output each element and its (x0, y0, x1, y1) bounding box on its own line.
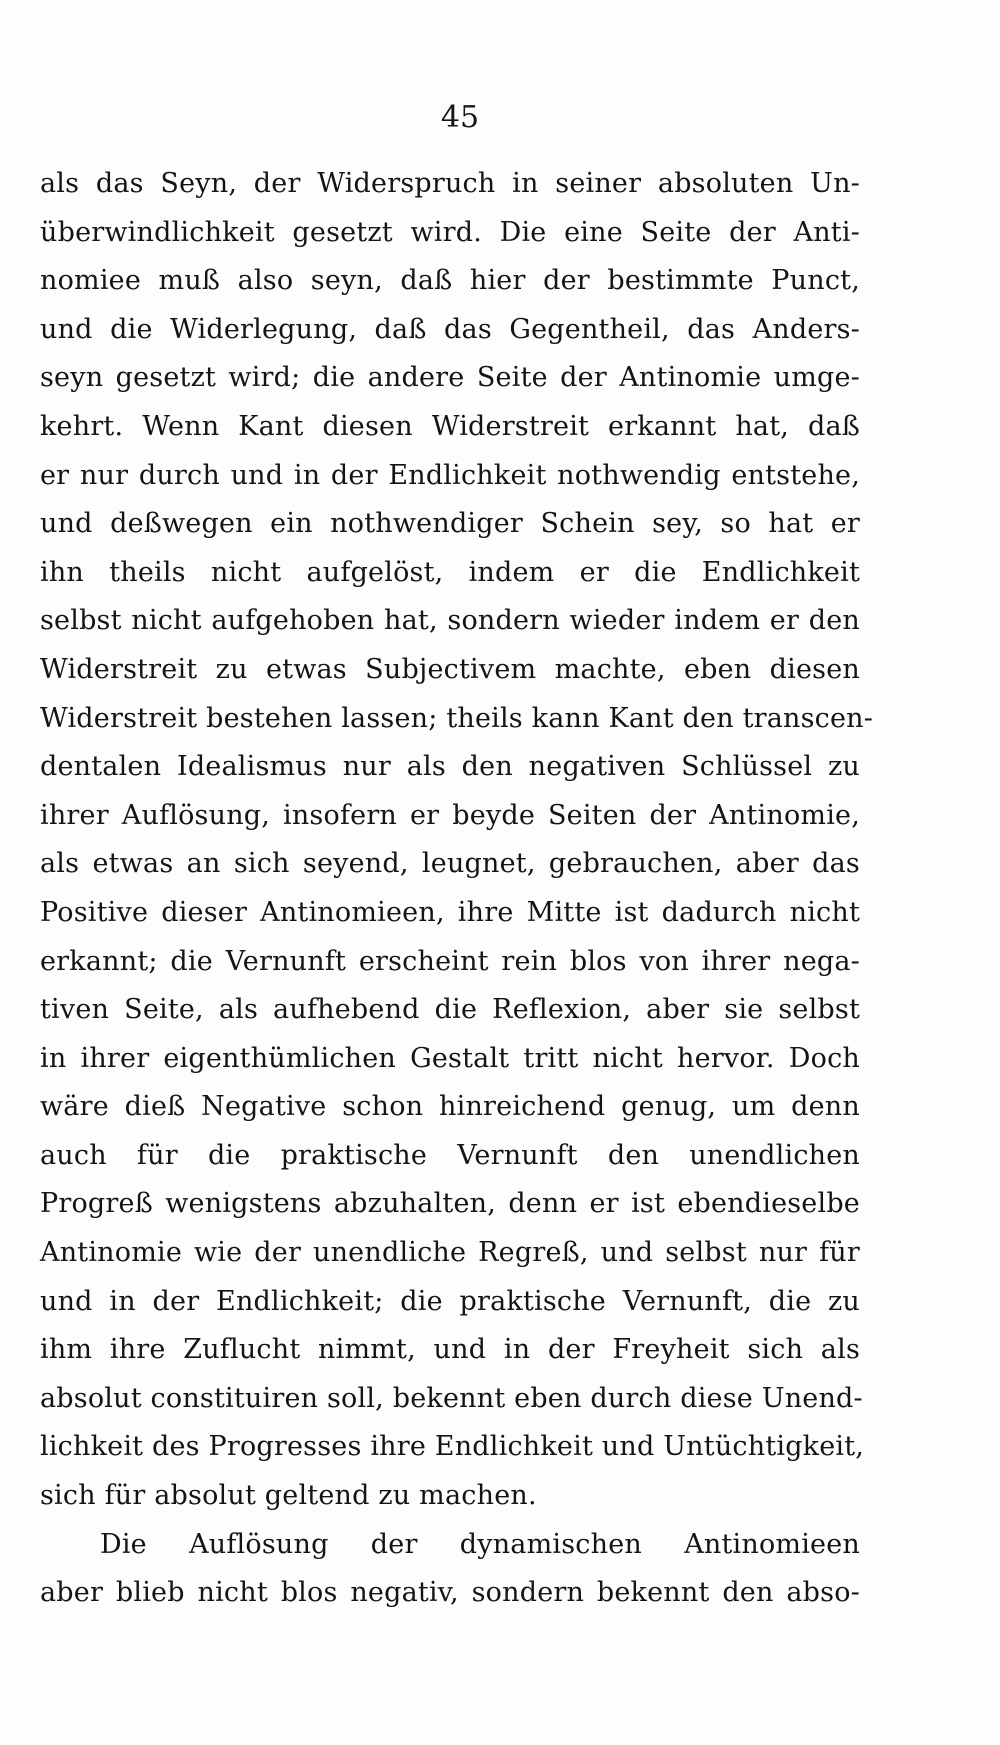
text-line: nomiee muß also seyn, daß hier der bestimmte Punct, (40, 265, 860, 297)
text-line: dentalen Idealismus nur als den negativen Schlüssel zu (40, 751, 860, 783)
text-line: erkannt; die Vernunft erscheint rein blos von ihrer nega- (40, 945, 860, 977)
text-line: und deßwegen ein nothwendiger Schein sey, so hat er (40, 508, 860, 540)
paragraph-1 (40, 160, 874, 1521)
text-line: wäre dieß Negative schon hinreichend genug, um denn (40, 1091, 860, 1123)
text-line: absolut constituiren soll, bekennt eben durch diese Unend- (40, 1382, 863, 1414)
body-text (40, 160, 874, 1618)
text-line: Positive dieser Antinomieen, ihre Mitte ist dadurch nicht (40, 896, 860, 928)
text-line: aber blieb nicht blos negativ, sondern bekennt den abso- (40, 1577, 860, 1609)
text-line: selbst nicht aufgehoben hat, sondern wieder indem er den (40, 605, 860, 637)
text-line: als etwas an sich seyend, leugnet, gebrauchen, aber das (40, 848, 860, 880)
text-line: tiven Seite, als aufhebend die Reflexion, aber sie selbst (40, 994, 860, 1026)
text-line: sich für absolut geltend zu machen. (40, 1480, 537, 1512)
text-line: ihm ihre Zuflucht nimmt, und in der Freyheit sich als (40, 1334, 860, 1366)
text-line: er nur durch und in der Endlichkeit nothwendig entstehe, (40, 459, 860, 491)
text-line: auch für die praktische Vernunft den unendlichen (40, 1139, 860, 1171)
text-line: Widerstreit bestehen lassen; theils kann Kant den transcen- (40, 702, 874, 734)
text-line: und die Widerlegung, daß das Gegentheil, das Anders- (40, 313, 860, 345)
text-line: ihn theils nicht aufgelöst, indem er die Endlichkeit (40, 556, 860, 588)
text-line: Antinomie wie der unendliche Regreß, und selbst nur für (40, 1237, 860, 1269)
text-line: kehrt. Wenn Kant diesen Widerstreit erkannt hat, daß (40, 410, 860, 442)
text-line: überwindlichkeit gesetzt wird. Die eine Seite der Anti- (40, 216, 860, 248)
text-line: Widerstreit zu etwas Subjectivem machte, eben diesen (40, 653, 860, 685)
text-line: ihrer Auflösung, insofern er beyde Seiten der Antinomie, (40, 799, 860, 831)
text-line: als das Seyn, der Widerspruch in seiner absoluten Un- (40, 168, 860, 199)
text-line: Progreß wenigstens abzuhalten, denn er ist ebendieselbe (40, 1188, 860, 1220)
paragraph-2 (40, 1521, 860, 1618)
text-line: seyn gesetzt wird; die andere Seite der Antinomie umge- (40, 362, 860, 394)
text-line: in ihrer eigenthümlichen Gestalt tritt nicht hervor. Doch (40, 1042, 860, 1074)
text-line: und in der Endlichkeit; die praktische Vernunft, die zu (40, 1285, 860, 1317)
page-number: 45 (440, 100, 480, 135)
text-line: Die Auflösung der dynamischen Antinomieen (100, 1528, 860, 1560)
text-line: lichkeit des Progresses ihre Endlichkeit und Untüchtigkeit, (40, 1431, 865, 1463)
